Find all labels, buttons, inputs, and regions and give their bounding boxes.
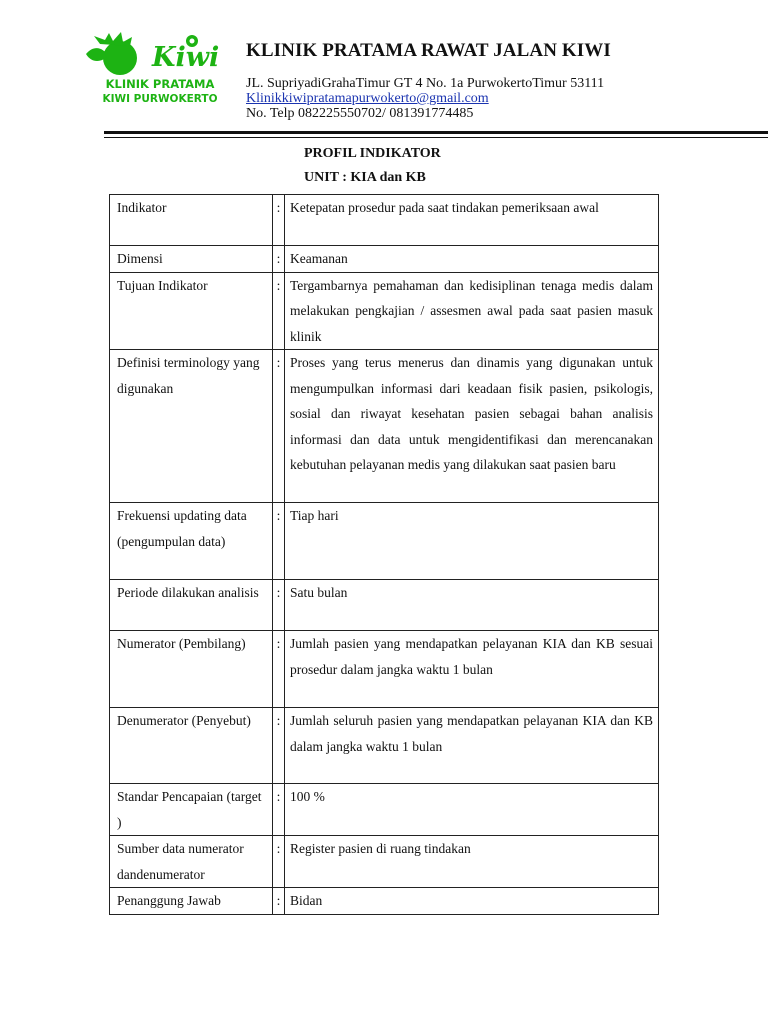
row-separator: : <box>273 246 285 273</box>
indicator-profile-table <box>109 194 659 915</box>
table-row <box>110 272 659 350</box>
clinic-phone: No. Telp 082225550702/ 081391774485 <box>246 106 474 121</box>
table-row <box>110 836 659 888</box>
document-title: PROFIL INDIKATOR <box>304 146 441 161</box>
letterhead <box>246 40 611 121</box>
row-value: Keamanan <box>285 246 659 273</box>
row-label: Dimensi <box>110 246 273 273</box>
clinic-logo <box>80 32 240 110</box>
table-row <box>110 784 659 836</box>
clinic-name: KLINIK PRATAMA RAWAT JALAN KIWI <box>246 40 611 61</box>
logo-line-2: KIWI PURWOKERTO <box>102 93 218 105</box>
row-label: Indikator <box>110 195 273 246</box>
table-row <box>110 888 659 915</box>
logo-line-1: KLINIK PRATAMA <box>105 77 215 91</box>
row-label: Penanggung Jawab <box>110 888 273 915</box>
row-value: Jumlah seluruh pasien yang mendapatkan pelayanan KIA dan KB dalam jangka waktu 1 bulan <box>285 708 659 784</box>
table-row <box>110 580 659 631</box>
row-label: Standar Pencapaian (target ) <box>110 784 273 836</box>
row-value: Register pasien di ruang tindakan <box>285 836 659 888</box>
row-separator: : <box>273 195 285 246</box>
document-unit: UNIT : KIA dan KB <box>304 170 426 185</box>
table-row <box>110 246 659 273</box>
logo-script-text: Kiwi <box>152 42 220 73</box>
row-separator: : <box>273 888 285 915</box>
row-separator: : <box>273 708 285 784</box>
row-separator: : <box>273 631 285 708</box>
row-value: Tiap hari <box>285 503 659 580</box>
row-label: Frekuensi updating data (pengumpulan data) <box>110 503 273 580</box>
row-label: Denumerator (Penyebut) <box>110 708 273 784</box>
clinic-address: JL. SupriyadiGrahaTimur GT 4 No. 1a PurwokertoTimur 53111 <box>246 76 605 91</box>
row-value: Proses yang terus menerus dan dinamis yang digunakan untuk mengumpulkan informasi dari keadaan fisik pasien, psikologis, sosial dan riwayat kesehatan pasien sebagai bahan analisis informasi dan data untuk mengidentifikasi dan merencanakan kebutuhan pelayanan medis yang dilakukan saat pasien baru <box>285 350 659 503</box>
row-value: Bidan <box>285 888 659 915</box>
row-separator: : <box>273 784 285 836</box>
logo-leaf-icon <box>94 32 132 46</box>
row-separator: : <box>273 350 285 503</box>
table-row <box>110 503 659 580</box>
table-row <box>110 631 659 708</box>
row-value: Satu bulan <box>285 580 659 631</box>
row-value: Tergambarnya pemahaman dan kedisiplinan tenaga medis dalam melakukan pengkajian / assesmen awal pada saat pasien masuk klinik <box>285 272 659 350</box>
row-label: Numerator (Pembilang) <box>110 631 273 708</box>
row-separator: : <box>273 580 285 631</box>
row-label: Definisi terminology yang digunakan <box>110 350 273 503</box>
table-row <box>110 350 659 503</box>
row-value: Ketepatan prosedur pada saat tindakan pemeriksaan awal <box>285 195 659 246</box>
logo-kiwi-body <box>103 41 137 75</box>
header-divider-thin <box>104 137 768 138</box>
row-separator: : <box>273 503 285 580</box>
header-divider-thick <box>104 131 768 134</box>
row-separator: : <box>273 272 285 350</box>
row-value: 100 % <box>285 784 659 836</box>
row-label: Sumber data numerator dandenumerator <box>110 836 273 888</box>
table-row <box>110 708 659 784</box>
clinic-email-link[interactable]: Klinikkiwipratamapurwokerto@gmail.com <box>246 91 489 106</box>
table-row <box>110 195 659 246</box>
row-label: Periode dilakukan analisis <box>110 580 273 631</box>
row-separator: : <box>273 836 285 888</box>
row-label: Tujuan Indikator <box>110 272 273 350</box>
row-value: Jumlah pasien yang mendapatkan pelayanan KIA dan KB sesuai prosedur dalam jangka waktu 1 bulan <box>285 631 659 708</box>
